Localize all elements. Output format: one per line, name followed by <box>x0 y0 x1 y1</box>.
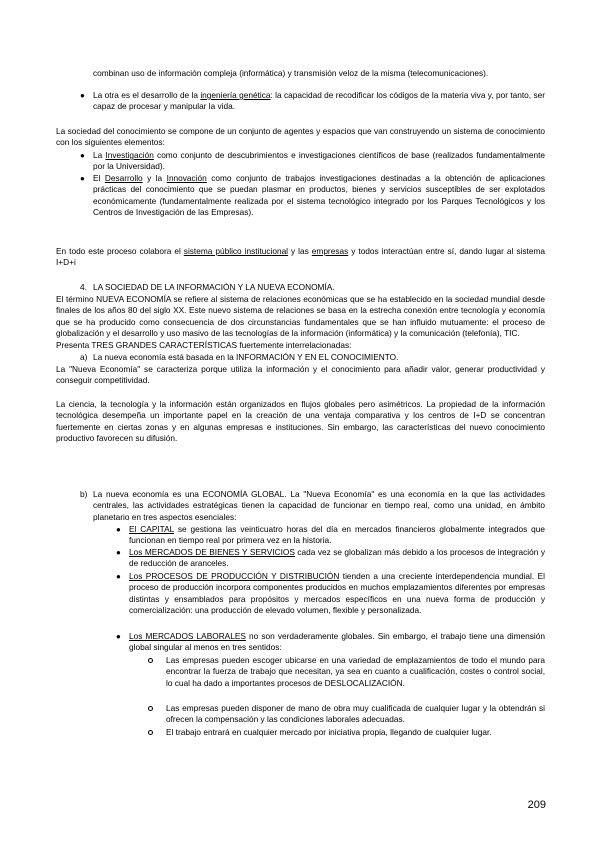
sociedad-paragraph: La sociedad del conocimiento se compone de un conjunto de agentes y espacios que van construyendo un sistema de conocimiento con los siguientes elementos: <box>56 126 545 148</box>
sub-bullet-3: El trabajo entrará en cualquier mercado por iniciativa propia, llegando de cualquier lugar. <box>166 727 492 737</box>
nueva-economia-paragraph: El término NUEVA ECONOMÍA se refiere al sistema de relaciones económicas que se ha establecido en la sociedad mundial desde finales de los años 80 del siglo XX. Este nuevo sistema de relaciones se basa en la estrecha conexión entre tecnología y economía que se ha producido como consecuencia de dos circunstancias fundamentales que se han influido mutuamente: el proceso de globalización y el desarrollo y uso masivo de las tecnologías de la información (informática) y la comunicación (telefonía), TIC. <box>56 294 545 338</box>
intro-bullet-2: La otra es el desarrollo de la ingeniería genética: la capacidad de recodificar los códigos de la materia viva y, por tanto, ser capaz de procesar y manipular la vida. <box>93 90 545 112</box>
caracteristicas-intro: Presenta TRES GRANDES CARACTERÍSTICAS fuertemente interrelacionadas: <box>56 340 352 350</box>
hollow-bullet-icon <box>148 658 153 663</box>
capital-bullet: El CAPITAL se gestiona las veinticuatro horas del día en mercados financieros globalmente integrados que funcionan en tiempo real por primera vez en la historia. <box>129 524 545 546</box>
char-a-marker: a) <box>80 352 88 362</box>
bullet-icon: ● <box>116 632 121 641</box>
ingenieria-genetica-link: ingeniería genética <box>200 90 271 100</box>
section-title: LA SOCIEDAD DE LA INFORMACIÓN Y LA NUEVA ECONOMÍA. <box>93 282 335 292</box>
proceso-paragraph: En todo este proceso colabora el sistema público institucional y las empresas y todos interactúan entre sí, dando lugar al sistema I+D+i <box>56 246 545 268</box>
bullet-icon: ● <box>80 91 85 100</box>
char-a-title: La nueva economía está basada en la INFORMACIÓN Y EN EL CONOCIMIENTO. <box>93 352 399 362</box>
section-number: 4. <box>80 282 87 292</box>
bullet-icon: ● <box>116 525 121 534</box>
desarrollo-bullet: El Desarrollo y la Innovación como conjunto de trabajos investigaciones destinadas a la obtención de aplicaciones prácticas del conocimiento que se puedan plasmar en productos, bienes y servicios susceptibles de ser explotados económicamente (fundamentalmente realizada por el sistema tecnológico integrado por los Parques Tecnológicos y los Centros de Investigación de las Empresas). <box>93 173 545 217</box>
bullet-icon: ● <box>80 151 85 160</box>
hollow-bullet-icon <box>148 730 153 735</box>
mercados-bienes-bullet: Los MERCADOS DE BIENES Y SERVICIOS cada vez se globalizan más debido a los procesos de integración y de reducción de aranceles. <box>129 547 545 569</box>
bullet-icon: ● <box>80 174 85 183</box>
char-a-paragraph-1: La "Nueva Economía" se caracteriza porque utiliza la información y el conocimiento para añadir valor, generar productividad y conseguir competitividad. <box>56 364 545 386</box>
bullet-icon: ● <box>116 572 121 581</box>
char-a-paragraph-2: La ciencia, la tecnología y la información están organizados en flujos globales pero asimétricos. La propiedad de la información tecnológica desempeña un importante papel en la creación de una ventaja comparativa y los centros de I+D se concentran fuertemente en ciertas zonas y en algunas empresas e instituciones. Sin embargo, las características del nuevo conocimiento productivo favorecen su difusión. <box>56 399 545 443</box>
hollow-bullet-icon <box>148 706 153 711</box>
investigacion-bullet: La Investigación como conjunto de descubrimientos e investigaciones científicos de base (realizados fundamentalmente por la Universidad). <box>93 150 545 172</box>
bullet-icon: ● <box>116 548 121 557</box>
sub-bullet-2: Las empresas pueden disponer de mano de obra muy cualificada de cualquier lugar y la obtendrán si ofrecen la compensación y las condiciones laborales adecuadas. <box>166 703 545 725</box>
char-b-marker: b) <box>80 489 88 499</box>
sub-bullet-1: Las empresas pueden escoger ubicarse en una variedad de emplazamientos de todo el mundo para encontrar la fuerza de trabajo que necesitan, ya sea en cuanto a cualificación, costes o control social, lo cual ha dado a importantes procesos de DESLOCALIZACIÓN. <box>166 655 545 688</box>
page-number: 209 <box>527 799 546 811</box>
intro-bullet-1-continuation: combinan uso de información compleja (informática) y transmisión veloz de la misma (telecomunicaciones). <box>93 68 489 78</box>
char-b-paragraph: La nueva economía es una ECONOMÍA GLOBAL. La "Nueva Economía" es una economía en la que las actividades centrales, las actividades estratégicas tienen la capacidad de funcionar en tiempo real, como una unidad, en ámbito planetario en tres aspectos esenciales: <box>93 489 545 522</box>
procesos-produccion-bullet: Los PROCESOS DE PRODUCCIÓN Y DISTRIBUCIÓN tienden a una creciente interdependencia mundial. El proceso de producción incorpora componentes producidos en muchos emplazamientos diferentes por empresas distintas y ensamblados para propósitos y mercados específicos en una nueva forma de producción y comercialización: una producción de elevado volumen, flexible y personalizada. <box>129 571 545 615</box>
mercados-laborales-bullet: Los MERCADOS LABORALES no son verdaderamente globales. Sin embargo, el trabajo tiene una dimensión global singular al menos en tres sentidos: <box>129 631 545 653</box>
